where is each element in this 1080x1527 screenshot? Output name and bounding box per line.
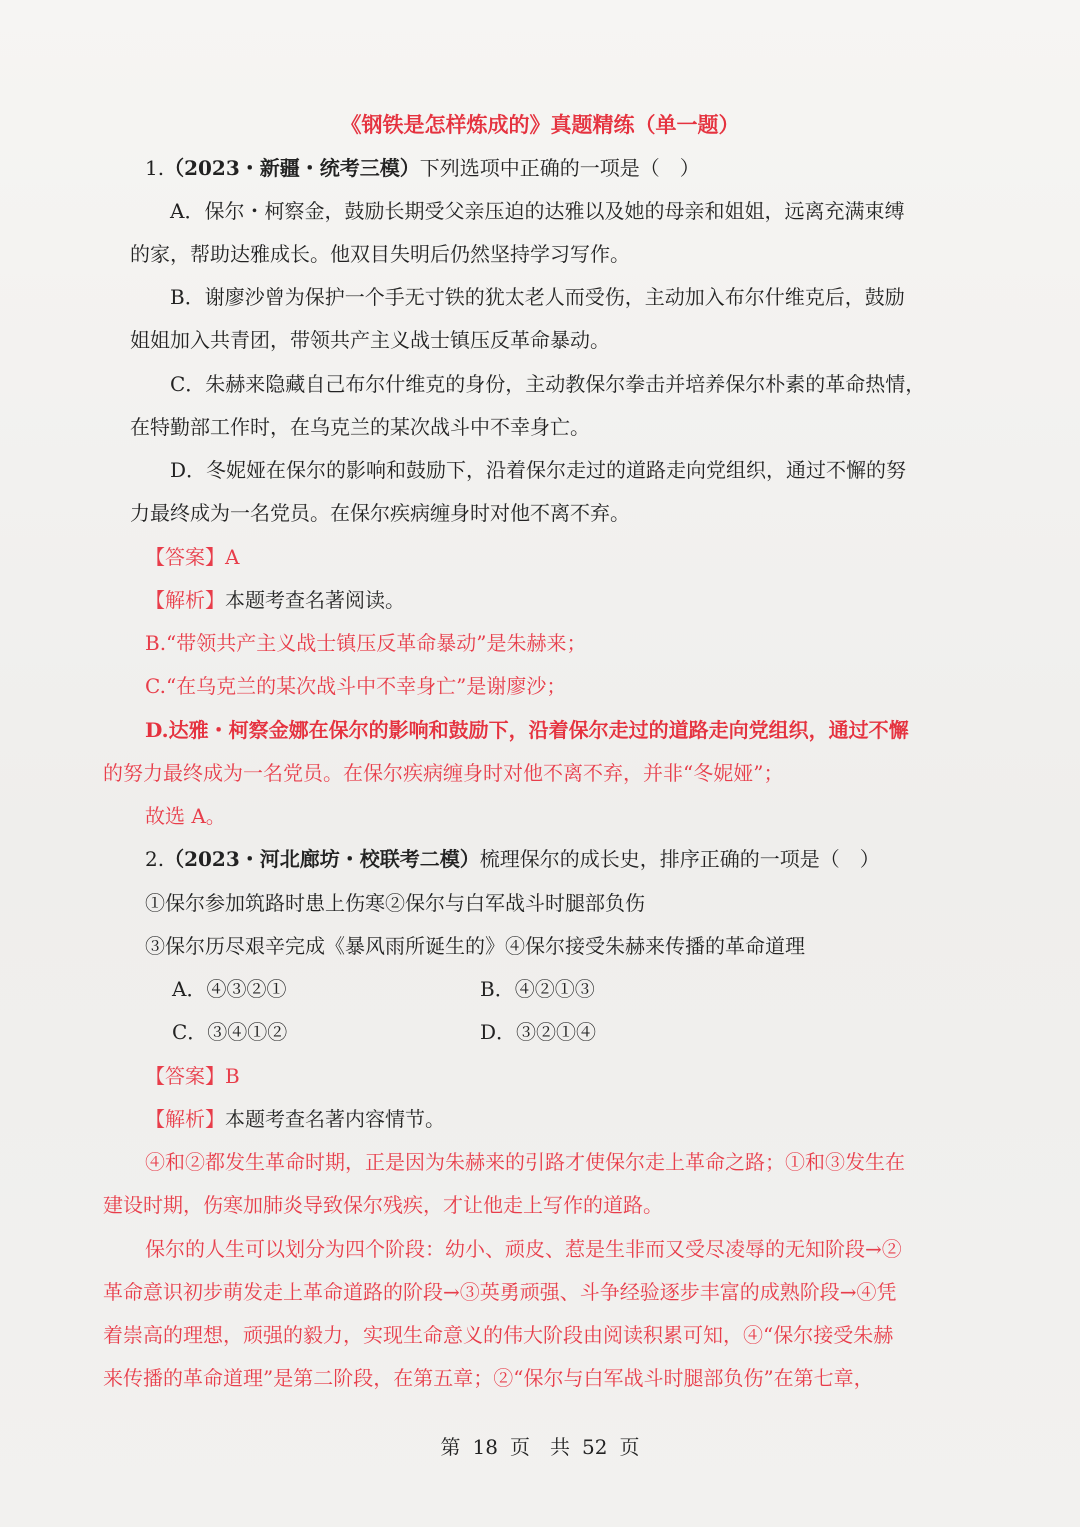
explain-line: 着崇高的理想，顽强的毅力，实现生命意义的伟大阶段由阅读积累可知，④“保尔接受朱赫: [103, 1323, 894, 1347]
option-b-line-1: B．谢廖沙曾为保护一个手无寸铁的犹太老人而受伤，主动加入布尔什维克后，鼓励: [170, 285, 905, 309]
question-source: （2023・新疆・统考三模）: [164, 156, 420, 180]
answer-1: [145, 542, 239, 572]
page-title: 《钢铁是怎样炼成的》真题精练（单一题）: [340, 112, 740, 137]
explain-line: 保尔的人生可以划分为四个阶段：幼小、顽皮、惹是生非而又受尽凌辱的无知阶段→②: [145, 1237, 902, 1261]
question-1-header: [145, 153, 700, 183]
explain-line: C.“在乌克兰的某次战斗中不幸身亡”是谢廖沙；: [145, 674, 567, 698]
analysis-label: 【解析】: [145, 588, 225, 612]
analysis-1: [145, 585, 405, 615]
question-source: （2023・河北廊坊・校联考二模）: [164, 847, 480, 871]
explain-line: 的努力最终成为一名党员。在保尔疾病缠身时对他不离不弃，并非“冬妮娅”；: [103, 761, 784, 785]
page-footer: [0, 1432, 1080, 1462]
question-stem: 梳理保尔的成长史，排序正确的一项是（ ）: [479, 847, 880, 871]
option-d-line-1: D．冬妮娅在保尔的影响和鼓励下，沿着保尔走过的道路走向党组织，通过不懈的努: [170, 458, 907, 482]
option-a-line-2: 的家，帮助达雅成长。他双目失明后仍然坚持学习写作。: [130, 242, 630, 266]
analysis-text: 本题考查名著阅读。: [225, 588, 405, 612]
option-c-line-1: C．朱赫来隐藏自己布尔什维克的身份，主动教保尔拳击并培养保尔朴素的革命热情，: [170, 372, 926, 396]
choice-b: B．④②①③: [480, 977, 595, 1001]
explain-line: ④和②都发生革命时期，正是因为朱赫来的引路才使保尔走上革命之路；①和③发生在: [145, 1150, 905, 1174]
explain-line: 故选 A。: [145, 804, 226, 828]
question-number: 1.: [145, 156, 165, 180]
footer-mid: 页 共: [510, 1435, 570, 1459]
answer-value: A: [225, 545, 240, 569]
option-b-line-2: 姐姐加入共青团，带领共产主义战士镇压反革命暴动。: [130, 328, 610, 352]
event-list-line: ①保尔参加筑路时患上伤寒②保尔与白军战斗时腿部负伤: [145, 891, 645, 915]
question-2-header: [145, 844, 880, 874]
event-list-line: ③保尔历尽艰辛完成《暴风雨所诞生的》④保尔接受朱赫来传播的革命道理: [145, 934, 805, 958]
analysis-label: 【解析】: [145, 1107, 225, 1131]
answer-label: 【答案】: [145, 1064, 225, 1088]
explain-line: 建设时期，伤寒加肺炎导致保尔残疾，才让他走上写作的道路。: [103, 1193, 663, 1217]
option-c-line-2: 在特勤部工作时，在乌克兰的某次战斗中不幸身亡。: [130, 415, 590, 439]
answer-label: 【答案】: [145, 545, 225, 569]
question-number: 2.: [145, 847, 165, 871]
choice-c: C．③④①②: [172, 1020, 288, 1044]
analysis-2: [145, 1104, 445, 1134]
footer-prefix: 第: [440, 1435, 461, 1459]
question-stem: 下列选项中正确的一项是（ ）: [419, 156, 700, 180]
answer-2: [145, 1061, 240, 1091]
option-d-line-2: 力最终成为一名党员。在保尔疾病缠身时对他不离不弃。: [130, 501, 630, 525]
analysis-text: 本题考查名著内容情节。: [225, 1107, 445, 1131]
choice-a: A．④③②①: [172, 977, 287, 1001]
footer-suffix: 页: [619, 1435, 640, 1459]
answer-value: B: [225, 1064, 240, 1088]
option-a-line-1: A．保尔・柯察金，鼓励长期受父亲压迫的达雅以及她的母亲和姐姐，远离充满束缚: [170, 199, 905, 223]
explain-line: 来传播的革命道理”是第二阶段，在第五章；②“保尔与白军战斗时腿部负伤”在第七章，: [103, 1366, 874, 1390]
page-number: 18: [472, 1435, 498, 1459]
explain-line: D.达雅・柯察金娜在保尔的影响和鼓励下，沿着保尔走过的道路走向党组织，通过不懈: [145, 718, 909, 742]
explain-line: B.“带领共产主义战士镇压反革命暴动”是朱赫来；: [145, 631, 587, 655]
explain-line: 革命意识初步萌发走上革命道路的阶段→③英勇顽强、斗争经验逐步丰富的成熟阶段→④凭: [103, 1280, 897, 1304]
choice-d: D．③②①④: [480, 1020, 597, 1044]
total-pages: 52: [582, 1435, 608, 1459]
